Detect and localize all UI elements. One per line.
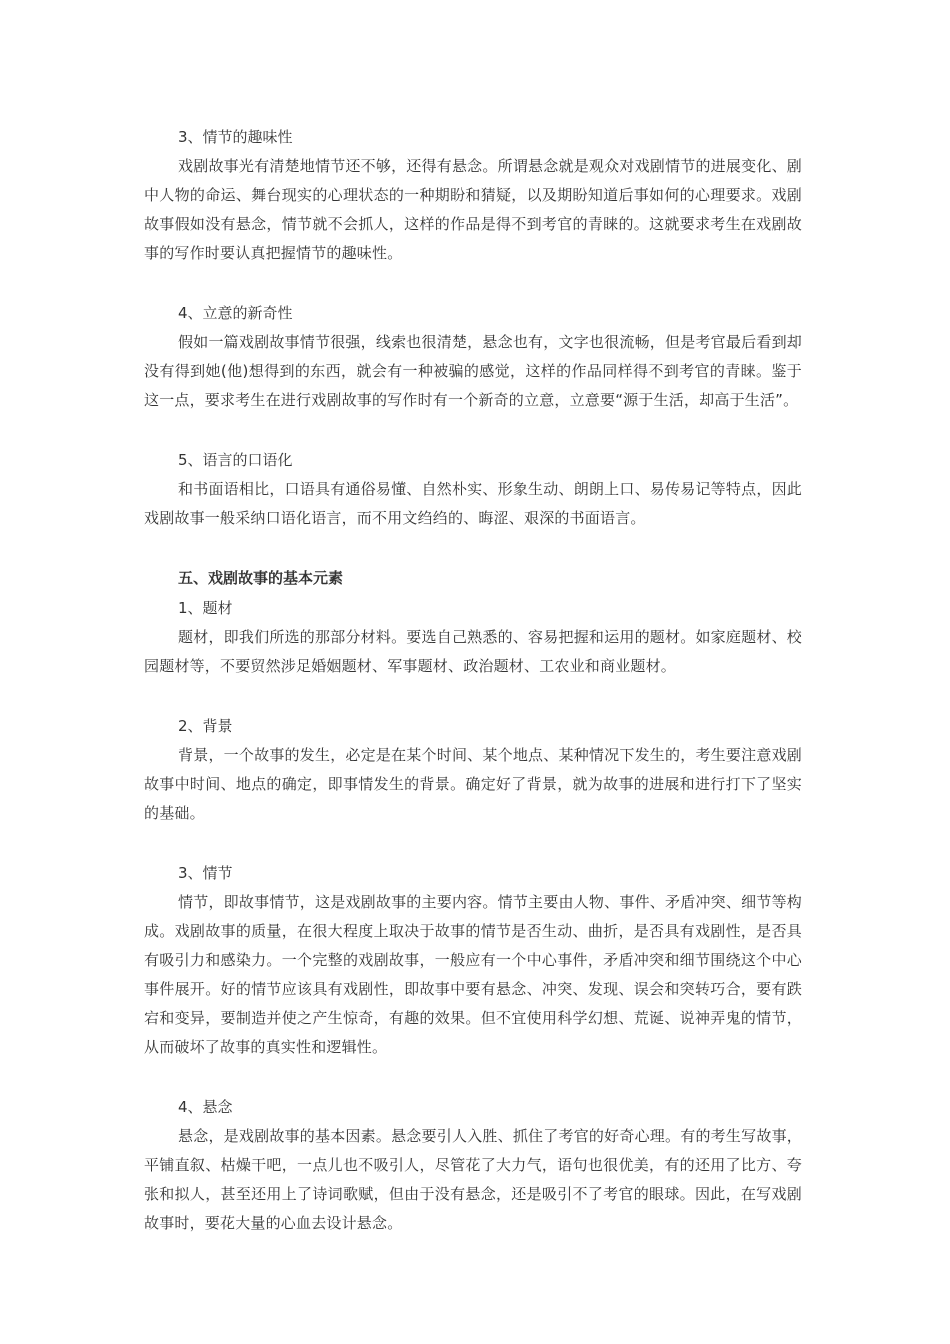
section-paragraph: 和书面语相比，口语具有通俗易懂、自然朴实、形象生动、朗朗上口、易传易记等特点，因此戏剧故事一般采纳口语化语言，而不用文绉绉的、晦涩、艰深的书面语言。: [144, 480, 802, 527]
section-paragraph: 题材，即我们所选的那部分材料。要选自己熟悉的、容易把握和运用的题材。如家庭题材、校园题材等，不要贸然涉足婚姻题材、军事题材、政治题材、工农业和商业题材。: [144, 628, 802, 675]
section-subject-matter: [144, 563, 802, 681]
section-heading: 1、题材: [178, 599, 233, 617]
spacer: [144, 681, 802, 711]
document-body: [144, 122, 802, 1238]
section-paragraph: 背景，一个故事的发生，必定是在某个时间、某个地点、某种情况下发生的，考生要注意戏剧故事中时间、地点的确定，即事情发生的背景。确定好了背景，就为故事的进展和进行打下了坚实的基础。: [144, 746, 802, 822]
section-theme-novelty: [144, 298, 802, 415]
section-background: [144, 711, 802, 828]
spacer: [144, 828, 802, 858]
spacer: [144, 268, 802, 298]
section-heading: 4、悬念: [178, 1098, 233, 1116]
section-suspense: [144, 1092, 802, 1238]
section-paragraph: 悬念，是戏剧故事的基本因素。悬念要引人入胜、抓住了考官的好奇心理。有的考生写故事，平铺直叙、枯燥干吧，一点儿也不吸引人，尽管花了大力气，语句也很优美，有的还用了比方、夸张和拟人，甚至还用上了诗词歌赋，但由于没有悬念，还是吸引不了考官的眼球。因此，在写戏剧故事时，要花大量的心血去设计悬念。: [144, 1127, 802, 1232]
section-paragraph: 戏剧故事光有清楚地情节还不够，还得有悬念。所谓悬念就是观众对戏剧情节的进展变化、剧中人物的命运、舞台现实的心理状态的一种期盼和猜疑，以及期盼知道后事如何的心理要求。戏剧故事假如没有悬念，情节就不会抓人，这样的作品是得不到考官的青睐的。这就要求考生在戏剧故事的写作时要认真把握情节的趣味性。: [144, 157, 802, 262]
section-heading: 2、背景: [178, 717, 233, 735]
section-paragraph: 假如一篇戏剧故事情节很强，线索也很清楚，悬念也有，文字也很流畅，但是考官最后看到却没有得到她(他)想得到的东西，就会有一种被骗的感觉，这样的作品同样得不到考官的青睐。鉴于这一点，要求考生在进行戏剧故事的写作时有一个新奇的立意，立意要“源于生活，却高于生活”。: [144, 333, 802, 409]
section-plot-interest: [144, 122, 802, 268]
section-heading: 4、立意的新奇性: [178, 304, 293, 322]
section-paragraph: 情节，即故事情节，这是戏剧故事的主要内容。情节主要由人物、事件、矛盾冲突、细节等构成。戏剧故事的质量，在很大程度上取决于故事的情节是否生动、曲折，是否具有戏剧性，是否具有吸引力和感染力。一个完整的戏剧故事，一般应有一个中心事件，矛盾冲突和细节围绕这个中心事件展开。好的情节应该具有戏剧性，即故事中要有悬念、冲突、发现、误会和突转巧合，要有跌宕和变异，要制造并使之产生惊奇，有趣的效果。但不宜使用科学幻想、荒诞、说神弄鬼的情节，从而破坏了故事的真实性和逻辑性。: [144, 893, 802, 1056]
section-plot: [144, 858, 802, 1062]
spacer: [144, 533, 802, 563]
section-heading: 3、情节: [178, 864, 233, 882]
chapter-title: 五、戏剧故事的基本元素: [178, 569, 344, 587]
section-heading: 5、语言的口语化: [178, 451, 293, 469]
spacer: [144, 415, 802, 445]
section-heading: 3、情节的趣味性: [178, 128, 293, 146]
spacer: [144, 1062, 802, 1092]
section-colloquial-language: [144, 445, 802, 533]
